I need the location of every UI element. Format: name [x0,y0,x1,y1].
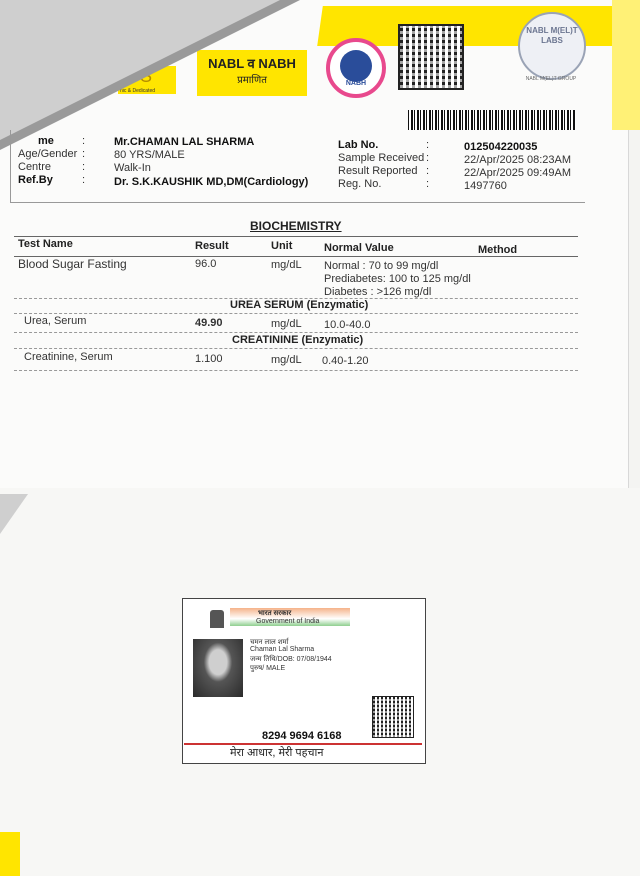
urea-group-heading: UREA SERUM (Enzymatic) [230,299,369,311]
creatinine-group-heading: CREATININE (Enzymatic) [232,334,364,346]
lab-tagline-fragment: nic & Dedicated [120,88,156,94]
patient-name: Mr.CHAMAN LAL SHARMA [114,136,255,148]
received-label: Sample Received [338,152,425,164]
aadhaar-photo [193,639,243,697]
nabh-logo [326,38,386,98]
col-unit: Unit [271,240,293,252]
nabl-seal-logo [518,12,586,80]
regno-label: Reg. No. [338,178,382,190]
centre-colon: : [82,161,86,173]
lab-barcode [408,110,576,130]
age-gender-label: Age/Gender [18,148,78,160]
centre-value: Walk-In [114,162,151,174]
reported-colon: : [426,165,430,177]
regno-colon: : [426,178,430,190]
nabh-logo-label: NABH [345,80,367,87]
labno-colon: : [426,139,430,151]
urea-unit: mg/dL [271,318,302,330]
table-top-rule [14,236,578,237]
blood-sugar-normal-2: Prediabetes: 100 to 125 mg/dl [324,273,471,285]
blood-sugar-name: Blood Sugar Fasting [18,257,127,271]
refby-colon: : [82,174,86,186]
col-normal-value: Normal Value [324,242,394,254]
aadhaar-dob: जन्म तिथि/DOB: 07/08/1944 [250,656,332,663]
col-test-name: Test Name [18,238,73,250]
age-colon: : [82,148,86,160]
nabl-badge-title: NABL व NABH [208,56,296,71]
urea-name: Urea, Serum [24,315,87,327]
row-separator [14,370,578,371]
received-colon: : [426,152,430,164]
creatinine-result: 1.100 [195,353,223,365]
lab-logo-text: ICS [122,66,153,86]
row-separator [14,313,578,314]
col-method: Method [478,244,518,256]
row-separator [14,348,578,349]
name-colon: : [82,135,86,147]
urea-normal: 10.0-40.0 [324,319,371,331]
labno-value: 012504220035 [464,141,538,153]
aadhaar-gender: पुरुष/ MALE [250,665,286,672]
aadhaar-number: 8294 9694 6168 [262,730,342,742]
refby-value: Dr. S.K.KAUSHIK MD,DM(Cardiology) [114,176,309,188]
creatinine-name: Creatinine, Serum [24,351,113,363]
creatinine-unit: mg/dL [271,354,302,366]
creatinine-normal: 0.40-1.20 [322,355,369,367]
envelope-flap [0,494,28,534]
aadhaar-name-english: Chaman Lal Sharma [250,646,315,653]
seal-subtitle: NABL M(EL)T GROUP [525,76,577,82]
row-separator [14,332,578,333]
received-value: 22/Apr/2025 08:23AM [464,154,572,166]
yellow-edge-band [612,0,640,130]
yellow-corner-band [0,832,20,876]
aadhaar-tagline: मेरा आधार, मेरी पहचान [230,747,324,759]
blood-sugar-normal-1: Normal : 70 to 99 mg/dl [324,260,439,272]
gov-hindi: भारत सरकार [258,610,292,617]
centre-label: Centre [18,161,52,173]
nabl-badge-subtitle: प्रमाणित [237,75,267,86]
aadhaar-qr-code-icon [372,696,414,738]
col-result: Result [195,240,229,252]
regno-value: 1497760 [464,180,507,192]
section-title: BIOCHEMISTRY [250,219,342,233]
labno-label: Lab No. [338,139,379,151]
gov-english: Government of India [256,618,320,625]
refby-label: Ref.By [18,174,53,186]
aadhaar-name-hindi: चमन लाल शर्मा [250,639,289,646]
folded-corner-shadow [0,0,280,140]
report-qr-code-icon [398,24,464,90]
nabh-emblem-icon [340,50,372,82]
national-emblem-icon [210,610,224,628]
reported-value: 22/Apr/2025 09:49AM [464,167,572,179]
seal-text: NABL M(EL)T LABS [526,26,578,45]
blood-sugar-result: 96.0 [195,258,217,270]
blood-sugar-unit: mg/dL [271,259,302,271]
age-gender-value: 80 YRS/MALE [114,149,185,161]
reported-label: Result Reported [338,165,418,177]
urea-result: 49.90 [195,317,223,329]
name-label: me [38,135,54,147]
blood-sugar-normal-3: Diabetes : >126 mg/dl [324,286,432,298]
